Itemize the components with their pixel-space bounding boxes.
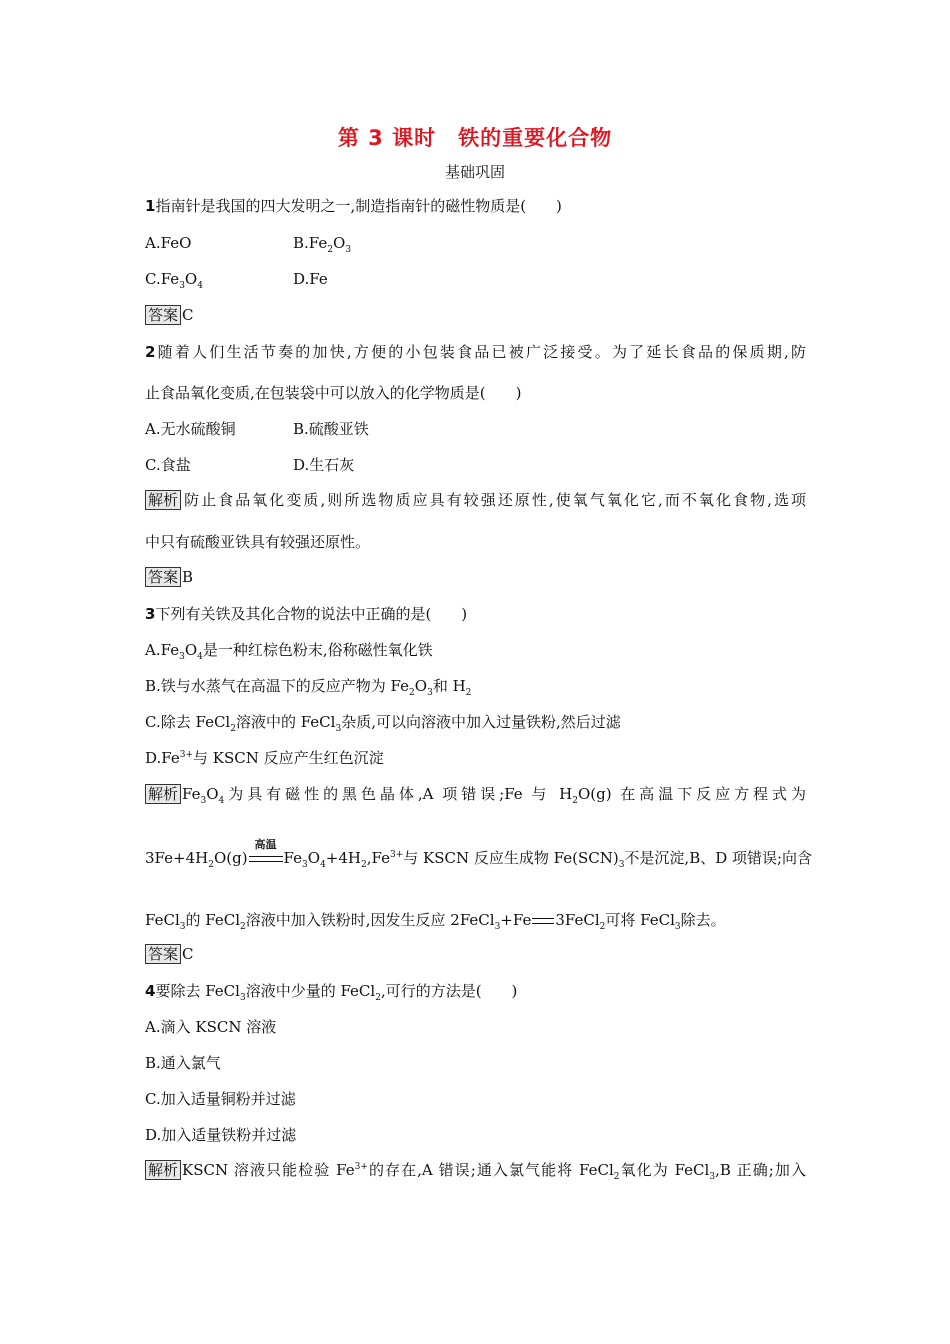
question-3-stem: 3下列有关铁及其化合物的说法中正确的是( ) — [145, 605, 468, 623]
option-c: C.除去 FeCl$_2$溶液中的 FeCl$_3$杂质,可以向溶液中加入过量铁粉,然后过滤 — [145, 713, 621, 734]
option-a: A.无水硫酸铜 — [145, 420, 236, 438]
reaction-condition-arrow: 高温 — [249, 855, 283, 863]
option-c: $C.Fe_3O_4$ — [145, 270, 203, 291]
option-c: C.加入适量铜粉并过滤 — [145, 1090, 296, 1108]
question-2-analysis-line-1: 解析 防止食品氧化变质,则所选物质应具有较强还原性,使氧气氧化它,而不氧化食物,选项 — [145, 490, 806, 510]
question-1-stem: 1指南针是我国的四大发明之一,制造指南针的磁性物质是( ) — [145, 197, 562, 215]
analysis-tag: 解析 — [145, 1160, 181, 1180]
question-2-options-row-1 — [145, 419, 369, 439]
question-number: 3 — [145, 605, 156, 623]
option-c: C.食盐 — [145, 456, 191, 474]
answer-tag: 答案 — [145, 944, 181, 964]
page-title: 第 3 课时 铁的重要化合物 — [337, 126, 613, 150]
question-2-options-row-2 — [145, 455, 355, 475]
option-b: B.通入氯气 — [145, 1054, 221, 1072]
option-d: $D.Fe^{3+}$与 KSCN 反应产生红色沉淀 — [145, 749, 384, 767]
question-number: 1 — [145, 197, 156, 215]
option-d: D.生石灰 — [293, 456, 355, 474]
option-a: A.FeO — [145, 234, 192, 252]
option-b: B.硫酸亚铁 — [293, 420, 369, 438]
question-3-answer: 答案 C — [145, 944, 194, 964]
option-a: $A.Fe_3O_4$是一种红棕色粉末,俗称磁性氧化铁 — [145, 641, 433, 662]
answer-tag: 答案 — [145, 305, 181, 325]
question-4-analysis-line-1: 解析 KSCN 溶液只能检验 $Fe^{3+}$的存在,A 错误;通入氯气能将 FeCl$_2$氧化为 FeCl$_3$,B 正确;加入 — [145, 1160, 806, 1180]
option-b: B.铁与水蒸气在高温下的反应产物为 $Fe_2O_3$和 $H_2$ — [145, 677, 472, 698]
option-b: $B.Fe_2O_3$ — [293, 234, 352, 255]
option-a: A.滴入 KSCN 溶液 — [145, 1018, 277, 1036]
question-1-options-row-2 — [145, 269, 328, 291]
question-4-stem: 4要除去 FeCl$_3$溶液中少量的 FeCl$_2$,可行的方法是( ) — [145, 982, 518, 1003]
question-3-analysis-line-2: $3Fe+4H_2O(g)$ 高温 $Fe_3O_4+4H_2,Fe^{3+}$与 KSCN 反应生成物 $Fe(SCN)_3$不是沉淀,B、D 项错误;向含 — [145, 838, 813, 870]
analysis-tag: 解析 — [145, 490, 181, 510]
answer-tag: 答案 — [145, 567, 181, 587]
equals-sign — [532, 918, 554, 924]
analysis-tag: 解析 — [145, 784, 181, 804]
question-number: 2 — [145, 343, 156, 361]
question-2-answer: 答案 B — [145, 567, 193, 587]
question-number: 4 — [145, 982, 156, 1000]
question-2-analysis-line-2: 中只有硫酸亚铁具有较强还原性。 — [145, 533, 371, 551]
question-3-analysis-line-1: 解析 $Fe_3O_4$为具有磁性的黑色晶体,A 项错误;Fe 与 $H_2O(g)$ 在高温下反应方程式为 — [145, 784, 806, 804]
section-heading: 基础巩固 — [444, 163, 505, 181]
question-2-stem-line-1: 2随着人们生活节奏的加快,方便的小包装食品已被广泛接受。为了延长食品的保质期,防 — [145, 343, 806, 361]
question-3-analysis-line-3: FeCl$_3$的 FeCl$_2$溶液中加入铁粉时,因发生反应 2FeCl$_3$+Fe 3FeCl$_2$可将 FeCl$_3$除去。 — [145, 911, 726, 932]
option-d: D.加入适量铁粉并过滤 — [145, 1126, 297, 1144]
question-1-options-row-1 — [145, 233, 352, 255]
question-1-answer: 答案 C — [145, 305, 194, 325]
question-2-stem-line-2: 止食品氧化变质,在包装袋中可以放入的化学物质是( ) — [145, 384, 522, 402]
option-d: D.Fe — [293, 270, 328, 288]
